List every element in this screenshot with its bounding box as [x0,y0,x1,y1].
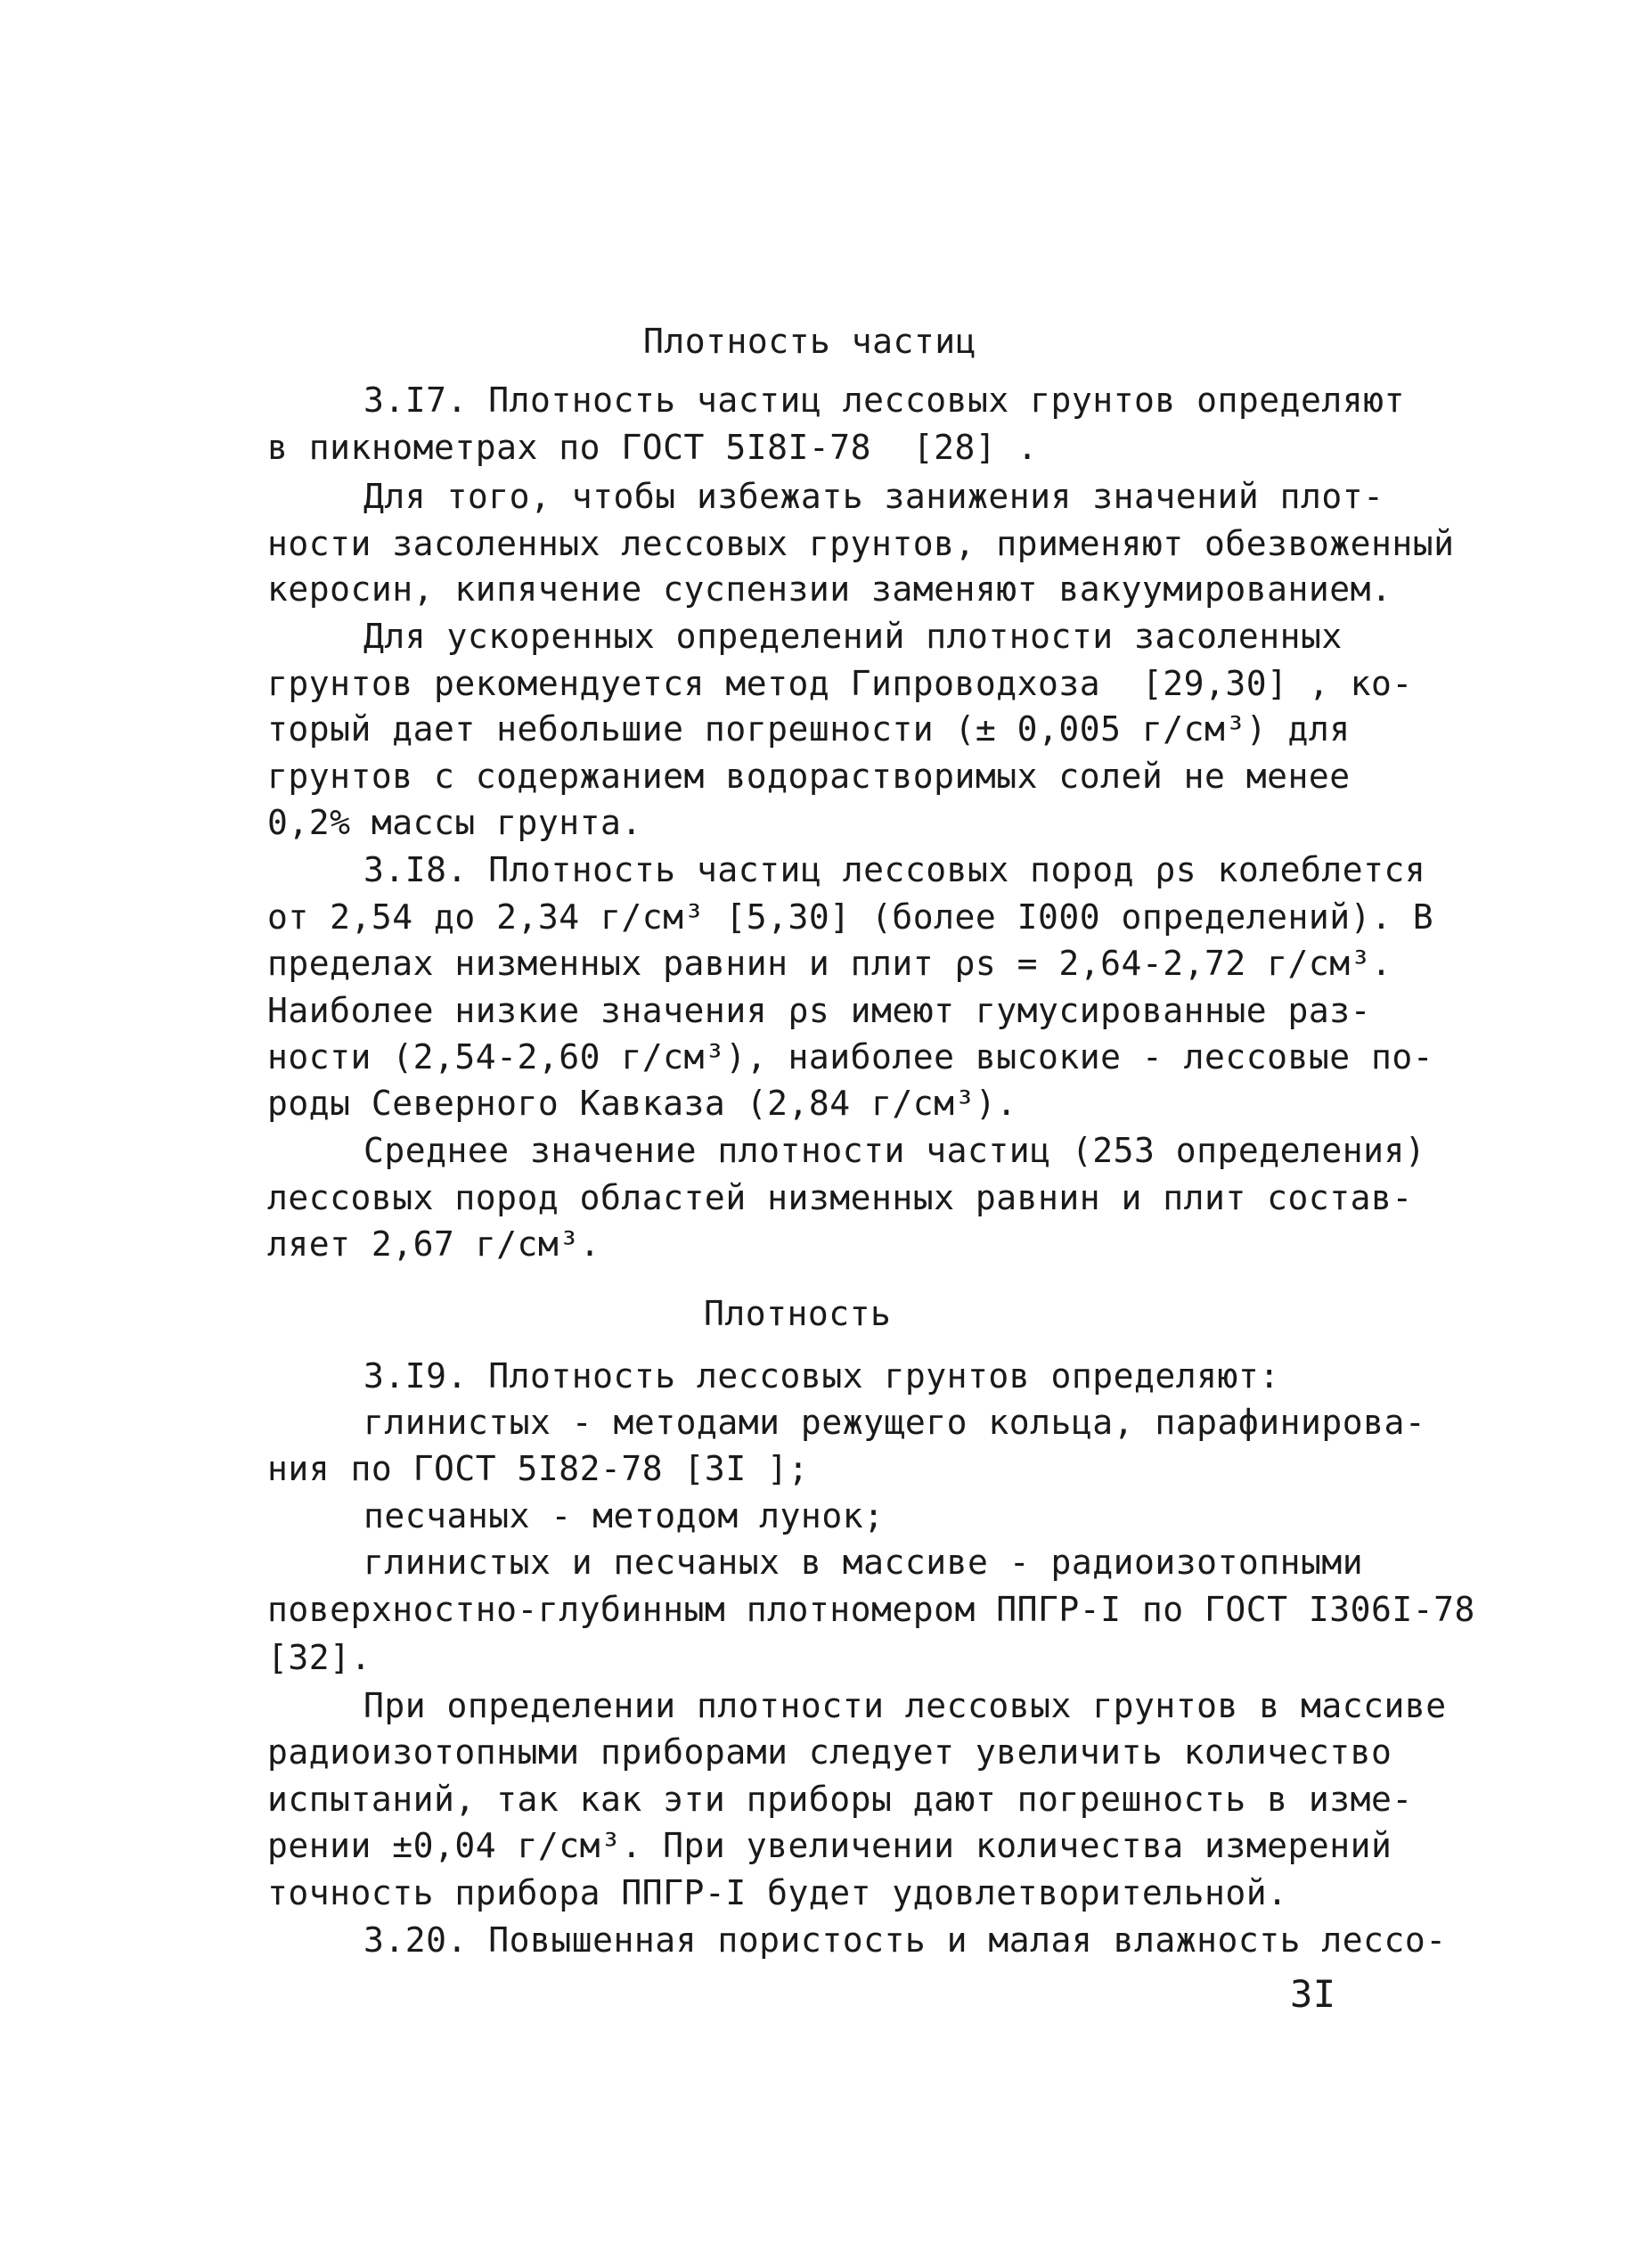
text-line: керосин, кипячение суспензии заменяют вакуумированием. [267,569,1392,609]
page-number: 3I [1290,1972,1336,2016]
text-line: Среднее значение плотности частиц (253 определения) [363,1131,1426,1170]
text-line: от 2,54 до 2,34 г/см³ [5,30] (более I000 определений). В [267,897,1434,937]
text-line: 3.I9. Плотность лессовых грунтов определяют: [363,1356,1280,1396]
text-line: Для того, чтобы избежать занижения значений плот- [363,477,1384,516]
text-line: точность прибора ППГР-I будет удовлетворительной. [267,1873,1288,1912]
text-line: 3.I8. Плотность частиц лессовых пород ρs колеблется [363,850,1426,889]
text-line: ности засоленных лессовых грунтов, применяют обезвоженный [267,524,1455,563]
text-line: песчаных - методом лунок; [363,1496,885,1535]
text-line: [32]. [267,1638,372,1677]
text-line: Наиболее низкие значения ρs имеют гумусированные раз- [267,991,1372,1030]
text-line: радиоизотопными приборами следует увеличить количество [267,1732,1392,1772]
text-line: ляет 2,67 г/см³. [267,1224,601,1264]
text-line: пределах низменных равнин и плит ρs = 2,64-2,72 г/см³. [267,944,1392,983]
text-line: глинистых и песчаных в массиве - радиоизотопными [363,1543,1364,1582]
text-line: в пикнометрах по ГОСТ 5I8I-78 [28] . [267,428,1038,467]
text-line: 3.I7. Плотность частиц лессовых грунтов определяют [363,381,1405,420]
text-line: Для ускоренных определений плотности засоленных [363,617,1343,656]
text-line: торый дает небольшие погрешности (± 0,005 г/см³) для [267,709,1351,749]
text-line: ния по ГОСТ 5I82-78 [3I ]; [267,1449,809,1488]
text-line: роды Северного Кавказа (2,84 г/см³). [267,1084,1017,1123]
text-line: 3.20. Повышенная пористость и малая влажность лессо- [363,1920,1447,1960]
text-line: грунтов с содержанием водорастворимых солей не менее [267,757,1351,796]
text-line: испытаний, так как эти приборы дают погрешность в изме- [267,1780,1413,1819]
section-heading: Плотность [704,1294,892,1333]
text-line: 0,2% массы грунта. [267,803,642,842]
text-line: лессовых пород областей низменных равнин и плит состав- [267,1178,1413,1217]
text-line: поверхностно-глубинным плотномером ППГР-I по ГОСТ I306I-78 [267,1590,1475,1629]
section-heading: Плотность частиц [643,322,977,361]
text-line: грунтов рекомендуется метод Гипроводхоза [29,30] , ко- [267,664,1413,703]
text-line: рении ±0,04 г/см³. При увеличении количества измерений [267,1826,1392,1865]
text-line: глинистых - методами режущего кольца, парафинирова- [363,1403,1426,1442]
text-line: ности (2,54-2,60 г/см³), наиболее высокие - лессовые по- [267,1037,1434,1077]
text-line: При определении плотности лессовых грунтов в массиве [363,1686,1447,1725]
